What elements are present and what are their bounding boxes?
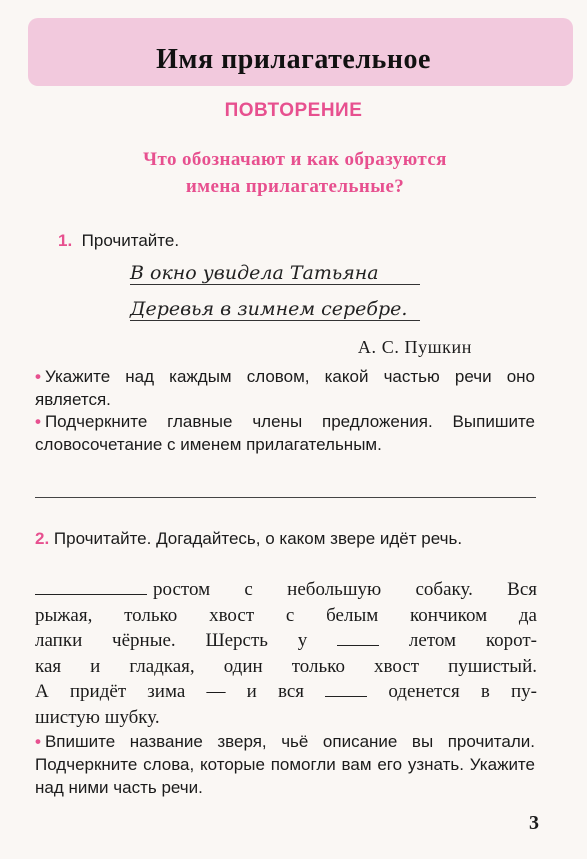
handwritten-line-1: В окно увидела Татьяна — [130, 262, 420, 285]
bullet-icon: • — [35, 732, 41, 751]
story-text-3b: летом корот- — [408, 630, 537, 651]
handwritten-line-2: Деревья в зимнем серебре. — [130, 298, 420, 321]
fill-blank[interactable] — [337, 631, 379, 646]
fill-blank[interactable] — [35, 580, 147, 595]
story-line-2: рыжая, только хвост с белым кончиком да — [35, 604, 537, 626]
poem-author: А. С. Пушкин — [357, 337, 472, 357]
exercise-1-number: 1. — [58, 231, 73, 250]
story-text-3a: лапки чёрные. Шерсть у — [35, 630, 308, 651]
bullet-icon: • — [35, 367, 41, 386]
page-title: Имя прилагательное — [156, 44, 431, 75]
story-text — [35, 577, 537, 730]
section-subtitle: ПОВТОРЕНИЕ — [224, 100, 363, 121]
fill-blank[interactable] — [325, 682, 367, 697]
bullet-icon: • — [35, 412, 41, 431]
exercise-2-number: 2. — [35, 529, 50, 548]
exercise-1-header — [58, 231, 179, 251]
story-text-5a: А придёт зима — и вся — [35, 681, 304, 702]
story-text-5b: оденется в пу- — [388, 681, 538, 702]
page-number: 3 — [529, 812, 539, 834]
exercise-2-instruction: Прочитайте. Догадайтесь, о каком звере идёт речь. — [53, 529, 463, 548]
story-line-6: шистую шубку. — [35, 706, 160, 728]
exercise-1-instruction: Прочитайте. — [81, 231, 180, 250]
exercise-2-header — [35, 527, 535, 551]
story-line-5 — [35, 679, 537, 705]
story-text-1: ростом с небольшую собаку. Вся — [153, 579, 537, 600]
answer-line[interactable] — [35, 497, 536, 498]
story-line-3 — [35, 628, 537, 654]
question-line-1: Что обозначают и как образуются — [143, 149, 447, 170]
lesson-question — [60, 146, 530, 200]
story-line-1 — [35, 577, 537, 603]
story-line-4: кая и гладкая, один только хвост пушистый. — [35, 655, 537, 677]
exercise-2-task-text: Впишите название зверя, чьё описание вы прочитали. Подчеркните слова, которые помогли вам его узнать. Укажите над ними часть речи. — [35, 732, 535, 797]
question-line-2: имена прилагательные? — [185, 176, 405, 197]
task-2-text: Подчеркните главные члены предложения. Выпишите словосочетание с именем прилагательным. — [35, 412, 535, 454]
task-1-text: Укажите над каждым словом, какой частью речи оно является. — [35, 367, 535, 409]
exercise-1-task-1 — [35, 365, 535, 411]
exercise-2-task — [35, 730, 535, 799]
exercise-1-task-2 — [35, 410, 535, 456]
